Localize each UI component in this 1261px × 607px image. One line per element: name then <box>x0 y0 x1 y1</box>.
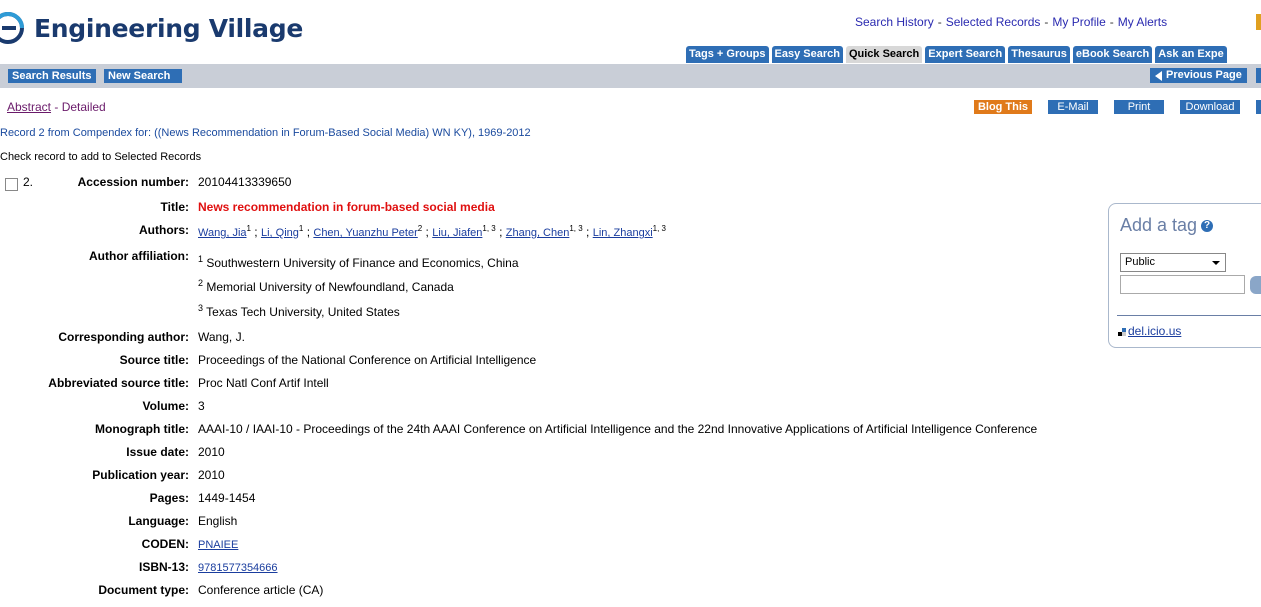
field-label: CODEN: <box>141 537 189 551</box>
author-affiliation-ref: 1, 3 <box>482 224 496 233</box>
affiliation-entry <box>198 254 519 270</box>
new-search-button[interactable]: New Search <box>104 69 182 83</box>
engineering-village-logo-icon <box>0 8 28 48</box>
my-profile-link[interactable]: My Profile <box>1052 15 1106 29</box>
record-summary: Record 2 from Compendex for: ((News Recommendation in Forum-Based Social Media) WN KY), 1969-2012 <box>0 127 531 139</box>
field-label: Volume: <box>142 399 189 413</box>
affiliation-entry <box>198 278 454 294</box>
tab-expert-search[interactable]: Expert Search <box>925 46 1005 63</box>
tag-visibility-value: Public <box>1125 256 1155 268</box>
field-label: Author affiliation: <box>89 249 189 263</box>
field-label: Source title: <box>119 353 189 367</box>
add-tag-heading <box>1120 215 1213 236</box>
delicious-entry <box>1118 324 1181 338</box>
tag-input[interactable] <box>1120 275 1245 294</box>
actions-edge-marker <box>1256 100 1261 114</box>
chevron-down-icon <box>1212 261 1220 265</box>
previous-page-button[interactable] <box>1150 68 1247 83</box>
header-edge-marker <box>1256 14 1261 30</box>
tab-quick-search[interactable]: Quick Search <box>846 46 922 63</box>
author-affiliation-ref: 1, 3 <box>652 224 666 233</box>
affiliation-text: Texas Tech University, United States <box>206 305 400 319</box>
selected-records-link[interactable]: Selected Records <box>945 15 1041 29</box>
affiliation-number: 1 <box>198 254 204 264</box>
affiliation-entry <box>198 303 400 319</box>
volume: 3 <box>198 399 205 413</box>
record-number: 2. <box>23 175 34 189</box>
source-title: Proceedings of the National Conference on Artificial Intelligence <box>198 353 537 367</box>
field-label: Monograph title: <box>95 422 189 436</box>
document-type: Conference article (CA) <box>198 583 324 597</box>
field-label: Language: <box>128 514 189 528</box>
author-affiliation-ref: 1, 3 <box>569 224 583 233</box>
field-label: Abbreviated source title: <box>48 376 189 390</box>
field-label: ISBN-13: <box>138 560 189 574</box>
author-affiliation-ref: 2 <box>417 224 423 233</box>
author-affiliation-ref: 1 <box>246 224 251 233</box>
publication-year: 2010 <box>198 468 225 482</box>
select-record-checkbox[interactable] <box>5 178 18 191</box>
corresponding-author: Wang, J. <box>198 330 245 344</box>
view-toggle <box>7 100 106 114</box>
author-link[interactable]: Lin, Zhangxi <box>592 227 653 239</box>
tab-tags-groups[interactable]: Tags + Groups <box>686 46 769 63</box>
affiliation-number: 2 <box>198 278 204 288</box>
download-button[interactable]: Download <box>1180 100 1240 114</box>
email-button[interactable]: E-Mail <box>1048 100 1098 114</box>
abstract-link[interactable]: Abstract <box>7 100 52 114</box>
field-label: Accession number: <box>77 175 189 189</box>
accession-number: 20104413339650 <box>198 175 292 189</box>
field-label: Title: <box>160 200 189 214</box>
search-tabs <box>686 46 1230 63</box>
pages: 1449-1454 <box>198 491 256 505</box>
submit-tag-button[interactable] <box>1250 276 1261 294</box>
author-link[interactable]: Wang, Jia <box>198 227 247 239</box>
detailed-label: Detailed <box>61 100 106 114</box>
my-alerts-link[interactable]: My Alerts <box>1117 15 1168 29</box>
tab-thesaurus[interactable]: Thesaurus <box>1008 46 1070 63</box>
view-separator: - <box>54 100 59 114</box>
print-button[interactable]: Print <box>1114 100 1164 114</box>
help-icon[interactable]: ? <box>1201 220 1213 232</box>
delicious-link[interactable]: del.icio.us <box>1128 324 1182 338</box>
field-label: Authors: <box>139 223 189 237</box>
isbn-value <box>198 560 278 574</box>
blog-this-button[interactable]: Blog This <box>974 100 1032 114</box>
search-history-link[interactable]: Search History <box>855 15 934 29</box>
abbreviated-source-title: Proc Natl Conf Artif Intell <box>198 376 329 390</box>
delicious-icon <box>1118 328 1126 336</box>
isbn-link[interactable]: 9781577354666 <box>198 562 278 574</box>
author-link[interactable]: Liu, Jiafen <box>432 227 483 239</box>
record-title: News recommendation in forum-based social media <box>198 200 495 214</box>
search-results-button[interactable]: Search Results <box>8 69 96 83</box>
add-tag-title: Add a tag <box>1120 215 1198 235</box>
issue-date: 2010 <box>198 445 225 459</box>
field-label: Pages: <box>149 491 189 505</box>
tab-ebook-search[interactable]: eBook Search <box>1073 46 1152 63</box>
tag-panel-divider <box>1117 315 1261 316</box>
tab-ask-an-expert[interactable]: Ask an Expe <box>1155 46 1226 63</box>
coden-value <box>198 537 238 551</box>
check-instruction: Check record to add to Selected Records <box>0 151 202 163</box>
previous-page-label: Previous Page <box>1166 69 1242 81</box>
author-link[interactable]: Chen, Yuanzhu Peter <box>313 227 418 239</box>
author-link[interactable]: Li, Qing <box>260 227 299 239</box>
logo[interactable] <box>0 8 303 48</box>
nav-bar <box>0 64 1261 88</box>
field-label: Corresponding author: <box>58 330 189 344</box>
arrow-left-icon <box>1155 71 1162 81</box>
monograph-title: AAAI-10 / IAAI-10 - Proceedings of the 24th AAAI Conference on Artificial Intelligence and the 22nd Innovative Applications of Artificial Intelligence Conference <box>198 422 1038 436</box>
top-links: Search History - Selected Records - My Profile - My Alerts <box>855 15 1168 29</box>
affiliation-number: 3 <box>198 303 204 313</box>
add-tag-panel <box>1108 203 1261 348</box>
language: English <box>198 514 238 528</box>
tag-visibility-select[interactable] <box>1120 253 1226 272</box>
affiliation-text: Southwestern University of Finance and Economics, China <box>206 256 519 270</box>
field-label: Issue date: <box>126 445 189 459</box>
author-affiliation-ref: 1 <box>298 224 304 233</box>
authors-list: Wang, Jia$^1$ ; Li, Qing$^1$ ; Chen, Yuanzhu Peter$^2$ ; Liu, Jiafen$^{1, 3}$ ; Zhang, Chen$^{1, 3}$ ; Lin, Zhangxi$^{1, 3}$ <box>198 224 666 239</box>
field-label: Document type: <box>98 583 189 597</box>
tab-easy-search[interactable]: Easy Search <box>772 46 843 63</box>
field-label: Publication year: <box>92 468 189 482</box>
coden-link[interactable]: PNAIEE <box>198 539 239 551</box>
affiliation-text: Memorial University of Newfoundland, Canada <box>206 280 454 294</box>
next-page-button[interactable] <box>1256 68 1261 83</box>
author-link[interactable]: Zhang, Chen <box>505 227 570 239</box>
app-title: Engineering Village <box>34 13 303 43</box>
